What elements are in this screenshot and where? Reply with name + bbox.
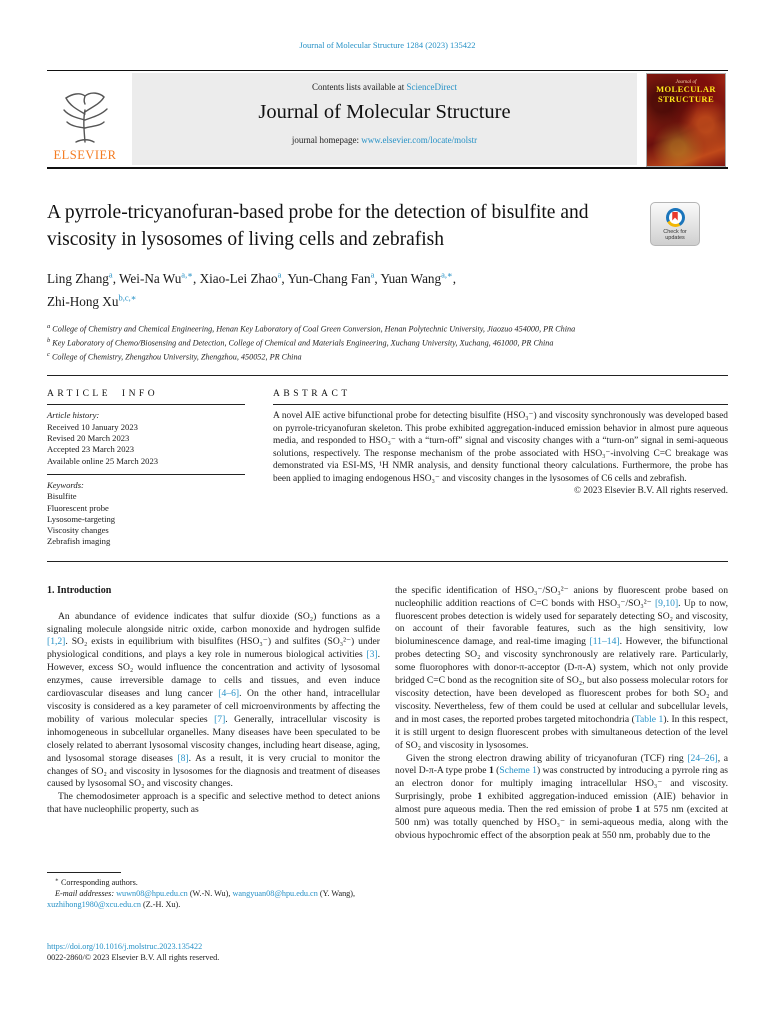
author-name: Yun-Chang Fan [287, 271, 371, 287]
author-name: Xiao-Lei Zhao [199, 271, 278, 287]
author [47, 294, 137, 309]
masthead-center-panel [132, 73, 637, 165]
inline-text: 1 [477, 791, 483, 803]
affiliation-list [47, 321, 728, 364]
inline-link[interactable]: www.elsevier.com/locate/molstr [361, 135, 478, 145]
inline-link[interactable]: wangyuan08@hpu.edu.cn [232, 889, 318, 898]
journal-masthead [47, 71, 728, 167]
paragraph: An abundance of evidence indicates that sulfur dioxide (SO₂) functions as a signaling molecule alongside nitric oxide, carbon monoxide and hydrogen sulfide [1,2]. SO₂ exists in equilibrium with bisulfites (HSO₃⁻) and sulfites (SO₃²⁻) under physiological conditions, and plays a key role in numerous biological activities [3]. However, excess SO₂ would influence the concentration and activity of lysosomal enzymes, cause irreversible damage to cells and tissues, and even induce cardiovascular diseases and lung cancer [4–6]. On the other hand, intracellular viscosity is considered as a key parameter of cell microenvironments by affecting the mobility of various molecular species [7]. Generally, intracellular viscosity is inhomogeneous in subcellular organelles. Many diseases have been speculated to be closely related to aberrant lysosomal viscosity changes, including heart disease, aging, and lysosomal storage diseases [8]. As a result, it is very crucial to monitor the changes of SO₂ and viscosity in lysosomes for the diagnosis and treatment of diseases caused by lysosomal SO₂ and viscosity changes. [47, 610, 380, 790]
abstract-copyright: © 2023 Elsevier B.V. All rights reserved. [573, 485, 728, 496]
affiliation-text: Key Laboratory of Chemo/Biosensing and Detection, College of Chemical and Materials Engineering, Xuchang University, Xuchang, 461000, PR China [52, 338, 554, 348]
affiliation-sup: b [47, 337, 51, 345]
inline-text: 1 [635, 804, 641, 816]
inline-link[interactable]: [1,2] [47, 636, 66, 648]
inline-link[interactable]: Scheme 1 [499, 765, 537, 777]
author-separator: , [452, 271, 457, 287]
inline-link[interactable]: ScienceDirect [406, 82, 457, 92]
inline-text: 1 [488, 765, 494, 777]
inline-link[interactable]: [4–6] [218, 688, 240, 700]
elsevier-wordmark: ELSEVIER [53, 148, 117, 162]
author-affiliation-sup[interactable]: a,∗ [441, 270, 453, 280]
divider [47, 375, 728, 376]
author-affiliation-sup[interactable]: a [108, 270, 113, 280]
contents-lists-line: Contents lists available at ScienceDirect [312, 82, 457, 92]
journal-homepage-line: journal homepage: www.elsevier.com/locate/molstr [291, 135, 478, 145]
inline-link[interactable]: [7] [214, 713, 226, 725]
info-abstract-section [47, 384, 728, 547]
affiliation-text: College of Chemistry, Zhengzhou University, Zhengzhou, 450052, PR China [51, 352, 302, 362]
corresponding-authors-line: ∗ Corresponding authors. [55, 877, 138, 887]
article-info-column [47, 384, 245, 547]
author [381, 271, 457, 286]
history-item: Received 10 January 2023 [47, 421, 138, 432]
affiliation [47, 321, 728, 335]
divider [47, 561, 728, 562]
inline-link[interactable]: wuwn08@hpu.edu.cn [116, 889, 188, 898]
body-left-column [47, 585, 380, 843]
keywords-label: Keywords: [47, 479, 84, 490]
bookmark-icon [672, 212, 678, 221]
corresponding-author-footnote [47, 872, 380, 910]
email-addresses-line: E-mail addresses: wuwn08@hpu.edu.cn (W.-N. Wu), wangyuan08@hpu.edu.cn (Y. Wang), xuzhihong1980@xcu.edu.cn (Z.-H. Xu). [47, 889, 356, 909]
affiliation-sup: a [47, 322, 51, 330]
paragraph: Given the strong electron drawing ability of tricyanofuran (TCF) ring [24–26], a novel D-π-A type probe 1 (Scheme 1) was constructed by introducing a pyrrole ring as an electron donor for multiply imaging intracellular HSO₃⁻ and viscosity. Surprisingly, probe 1 exhibited aggregation-induced emission (AIE) behavior in almost pure aqueous media. Then the red emission of probe 1 at 575 nm (excited at 500 nm) was totally quenched by HSO₃⁻ in semi-aqueous media, along with the obvious hypochromic effect of the absorption peak at 550 nm, probably due to the [395, 752, 728, 841]
author-name: Zhi-Hong Xu [47, 293, 119, 309]
divider [273, 404, 728, 405]
divider [47, 872, 121, 873]
history-item: Available online 25 March 2023 [47, 455, 159, 466]
badge-label: Check for updates [663, 228, 687, 241]
divider [47, 404, 245, 405]
author-name: Yuan Wang [380, 271, 442, 287]
divider [47, 167, 728, 169]
check-for-updates-icon [666, 208, 685, 227]
author [287, 271, 380, 286]
affiliation [47, 349, 728, 363]
inline-text: E-mail addresses: [55, 889, 117, 898]
article-history-label: Article history: [47, 410, 100, 421]
divider [47, 474, 245, 475]
elsevier-logo [47, 73, 123, 165]
article-header [47, 200, 728, 363]
author [47, 271, 119, 286]
cover-journal-of-text: Journal of [675, 80, 697, 85]
keyword: Fluorescent probe [47, 502, 109, 513]
author [119, 271, 200, 286]
abstract-text: A novel AIE active bifunctional probe for detecting bisulfite (HSO₃⁻) and viscosity synchronously was developed based on pyrrole-tricyanofuran skeleton. This probe exhibited aggregation-induced emission behavior in almost pure aqueous media, and responded to HSO₃⁻ with a “turn-off” signal and viscosity changes with a “turn-on” signal in semi-aqueous solutions, respectively. The response mechanism of the probe associated with HSO₃⁻-involving C=C breakage was demonstrated via ESI-MS, ¹H NMR analysis, and density functional theory calculations. Furthermore, the probe has been applied to imaging endogenous HSO₃⁻ and viscosity changes in the lysosomes of C6 cells and zebrafish. [273, 411, 728, 484]
history-item: Accepted 23 March 2023 [47, 444, 135, 455]
keyword: Bisulfite [47, 491, 77, 502]
issn-copyright-line: 0022-2860/© 2023 Elsevier B.V. All rights reserved. [47, 953, 220, 962]
author-separator: , [281, 271, 288, 287]
abstract-heading: ABSTRACT [273, 389, 351, 400]
journal-title: Journal of Molecular Structure [258, 101, 511, 123]
author [200, 271, 288, 286]
article-info-heading: ARTICLE INFO [47, 389, 159, 400]
keyword: Zebrafish imaging [47, 536, 111, 547]
author-list [47, 266, 647, 311]
inline-link[interactable]: [3] [366, 649, 378, 661]
author-separator: , [112, 271, 120, 287]
section-heading-introduction: 1. Introduction [47, 584, 112, 596]
author-affiliation-sup[interactable]: a [277, 270, 282, 280]
journal-cover-column [646, 73, 728, 165]
inline-link[interactable]: Table 1 [634, 713, 664, 725]
doi-link[interactable]: https://doi.org/10.1016/j.molstruc.2023.135422 [47, 942, 203, 951]
doi-block [47, 941, 219, 963]
author-separator: , [192, 271, 200, 287]
author-separator: , [374, 271, 381, 287]
journal-cover-thumbnail[interactable] [646, 73, 726, 167]
affiliation [47, 335, 728, 349]
author-affiliation-sup[interactable]: b,c,∗ [118, 292, 137, 303]
article-body [47, 585, 728, 843]
cover-molecular-text: MOLECULAR [656, 84, 716, 94]
keyword: Lysosome-targeting [47, 513, 116, 524]
paragraph: The chemodosimeter approach is a specific and selective method to detect anions that have nucleophilic property, such as [47, 791, 380, 816]
author-affiliation-sup[interactable]: a,∗ [181, 270, 193, 280]
inline-link[interactable]: [11–14] [589, 636, 620, 648]
check-for-updates-badge[interactable] [650, 202, 700, 246]
journal-citation-header: Journal of Molecular Structure 1284 (2023) 135422 [299, 40, 476, 50]
inline-link[interactable]: [24–26] [687, 752, 718, 764]
affiliation-sup: c [47, 351, 50, 359]
author-name: Wei-Na Wu [119, 271, 182, 287]
inline-link[interactable]: [9,10] [654, 597, 679, 609]
history-item: Revised 20 March 2023 [47, 433, 130, 444]
paragraph: the specific identification of HSO₃⁻/SO₃²⁻ anions by fluorescent probe based on nucleophilic addition reactions of C=C bonds with HSO₃⁻/SO₃²⁻ [9,10]. Up to now, fluorescent probes detection is widely used for separately detecting SO₂ and viscosity, on account of their favorable features, such as the high sensitivity, low bioluminescence damage, and real-time imaging [11–14]. However, the bifunctional probes detecting SO₂ and viscosity synchronously are relatively rare. Particularly, some fluorophores with donor-π-acceptor (D-π-A) system, which not only provide bridged C=C bond as the recognition site of SO₂, but also possess molecular rotors for viscosity detection, have been developed as fluorescent probes for both SO₂ and viscosity. Nevertheless, few of them could be used at cellular and subcellular levels, and in most cases, the reported probes targeted mitochondria (Table 1). In this respect, it is still urgent to design fluorescent probes with simultaneous detection of the level of SO₂ and viscosity in lysosomes. [395, 584, 728, 751]
abstract-column [273, 384, 728, 547]
author-name: Ling Zhang [47, 271, 109, 287]
inline-link[interactable]: [8] [177, 752, 189, 764]
inline-link[interactable]: xuzhihong1980@xcu.edu.cn [47, 900, 141, 909]
affiliation-text: College of Chemistry and Chemical Engineering, Henan Key Laboratory of Coal Green Conversion, Henan Polytechnic University, Jiaozuo 454000, PR China [52, 324, 576, 334]
keyword: Viscosity changes [47, 525, 109, 536]
author-affiliation-sup[interactable]: a [370, 270, 375, 280]
cover-structure-text: STRUCTURE [657, 93, 715, 104]
elsevier-tree-icon [56, 90, 114, 150]
body-right-column [395, 585, 728, 843]
inline-text: ∗ [55, 877, 59, 884]
article-title: A pyrrole-tricyanofuran-based probe for the detection of bisulfite and viscosity in lysosomes of living cells and zebrafish [47, 202, 589, 250]
